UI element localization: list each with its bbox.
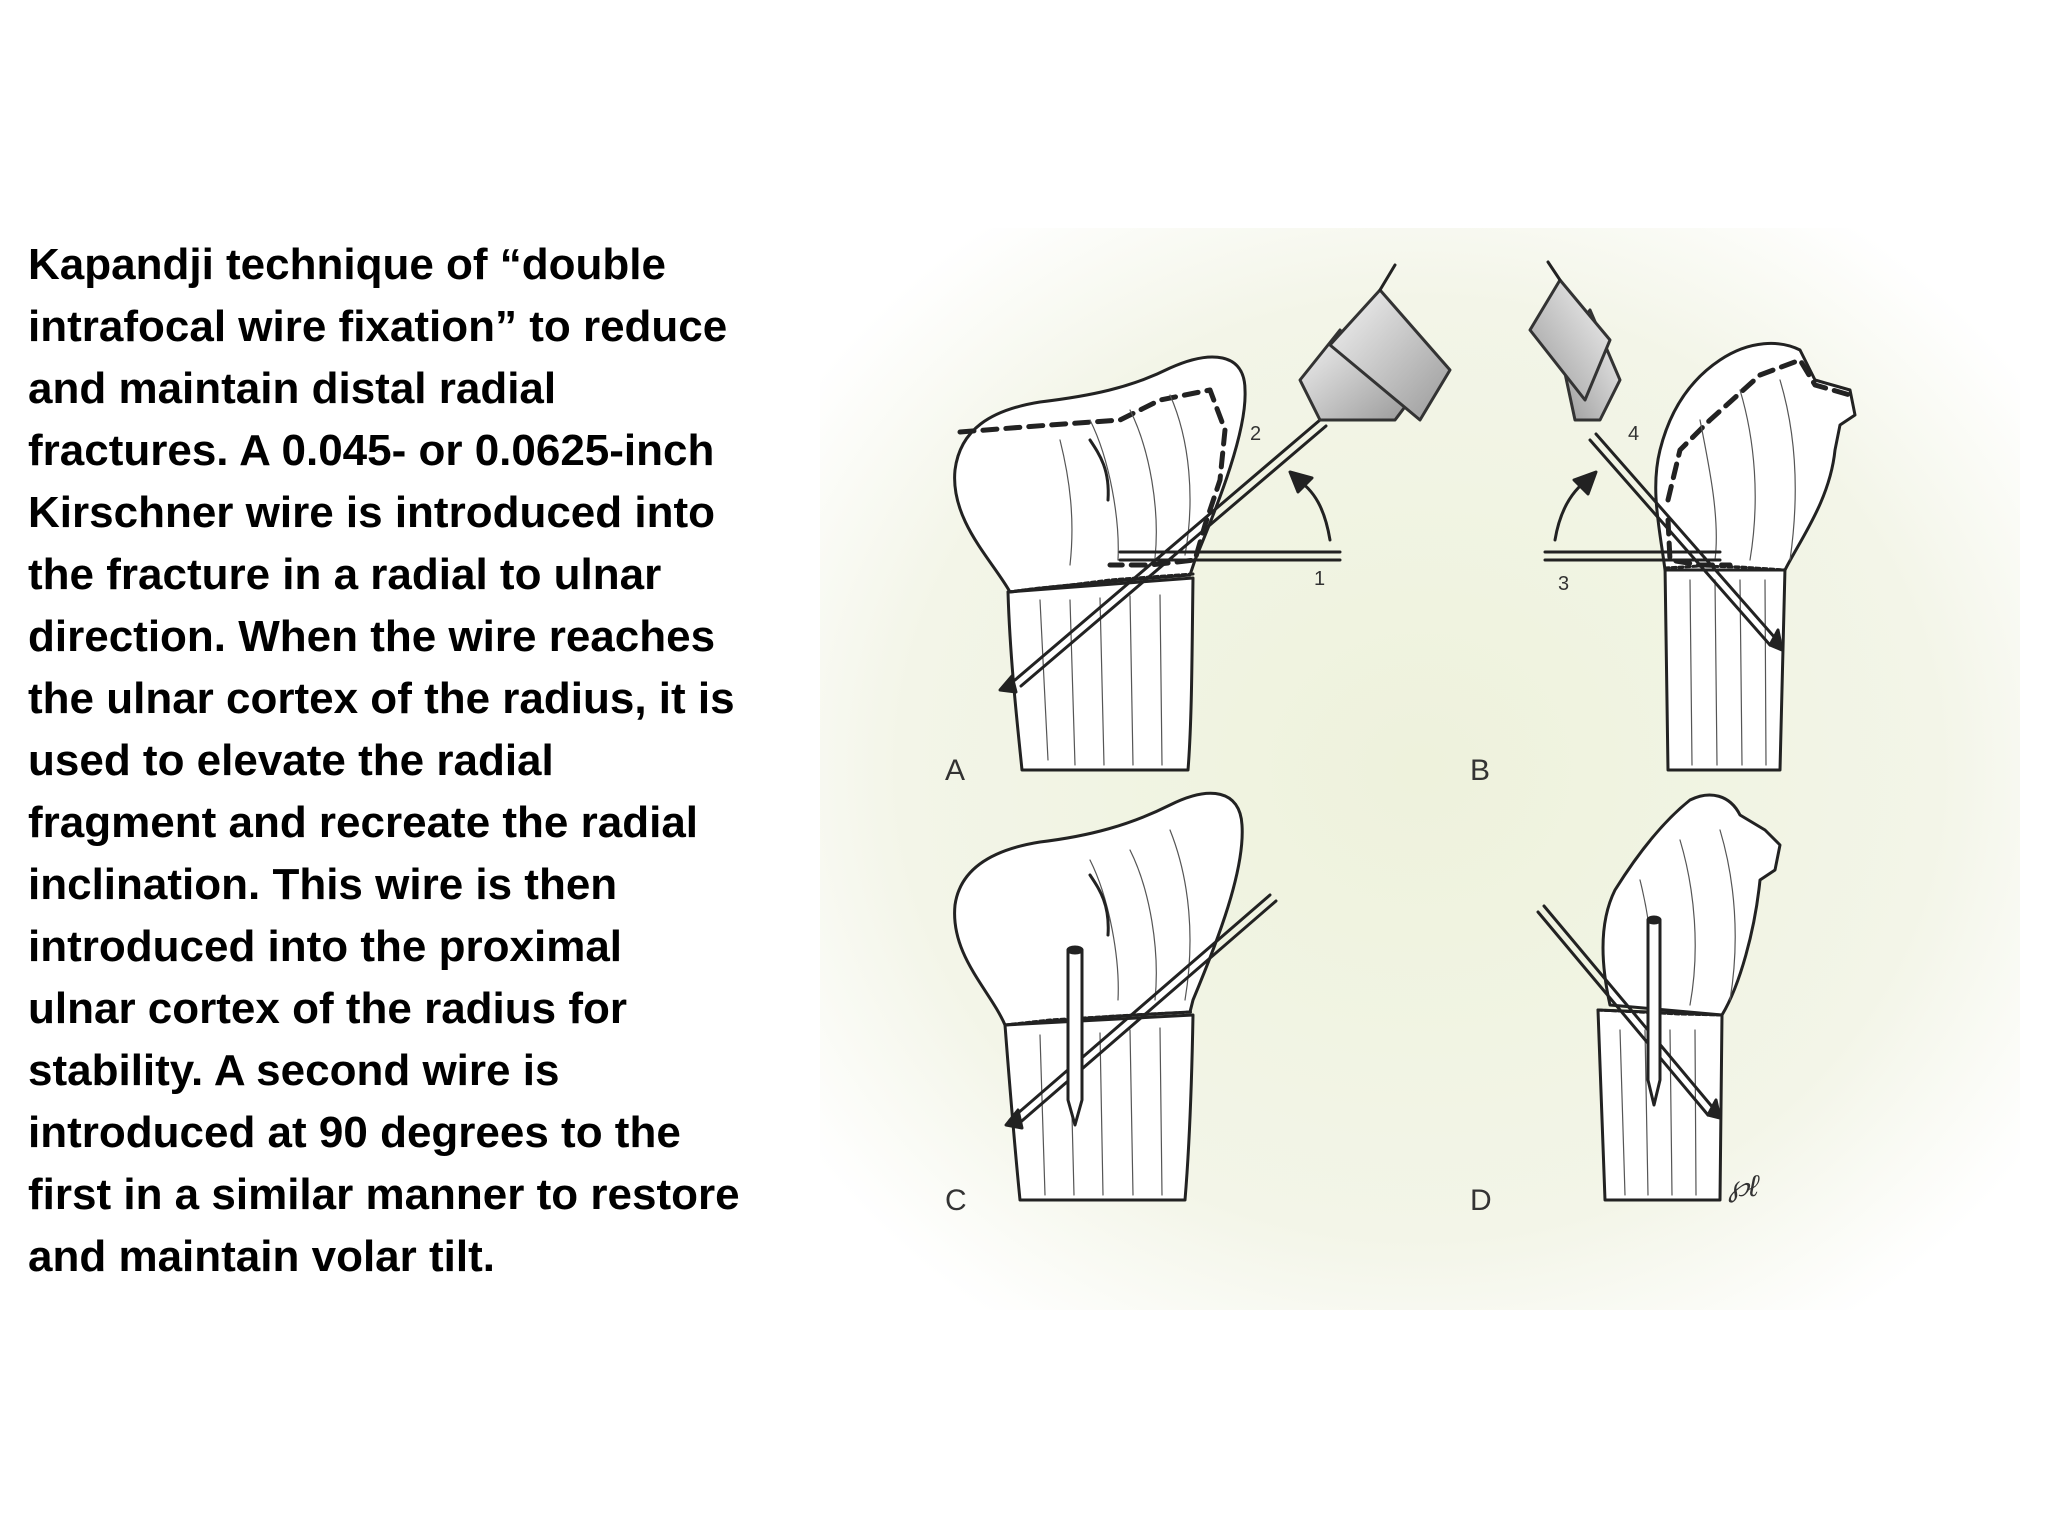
caption-line: inclination. This wire is then xyxy=(28,860,618,909)
wire-number-3: 3 xyxy=(1558,573,1570,595)
caption-line: introduced at 90 degrees to the xyxy=(28,1108,681,1157)
wire-number-4: 4 xyxy=(1628,423,1640,445)
caption-text xyxy=(28,234,773,1288)
artist-signature: ℘ℓ xyxy=(1728,1170,1759,1203)
caption-line: intrafocal wire fixation” to reduce xyxy=(28,302,728,351)
caption-line: the ulnar cortex of the radius, it is xyxy=(28,674,735,723)
caption-line: fragment and recreate the radial xyxy=(28,798,699,847)
kapandji-figure xyxy=(820,228,2020,1310)
panel-label-b: B xyxy=(1470,754,1491,787)
caption-line: Kirschner wire is introduced into xyxy=(28,488,716,537)
caption-line: and maintain distal radial xyxy=(28,364,557,413)
caption-line: and maintain volar tilt. xyxy=(28,1232,495,1281)
caption-line: the fracture in a radial to ulnar xyxy=(28,550,662,599)
wire-number-2: 2 xyxy=(1250,423,1262,445)
caption-line: stability. A second wire is xyxy=(28,1046,560,1095)
panel-label-c: C xyxy=(945,1184,967,1217)
panel-label-d: D xyxy=(1470,1184,1492,1217)
wire-number-1: 1 xyxy=(1314,568,1326,590)
caption-line: first in a similar manner to restore xyxy=(28,1170,740,1219)
caption-line: ulnar cortex of the radius for xyxy=(28,984,627,1033)
panel-c-wire-vertical-tip xyxy=(1068,947,1082,953)
panel-c-wire-vertical xyxy=(1068,950,1082,1125)
caption-line: Kapandji technique of “double xyxy=(28,240,666,289)
panel-d-wire-vertical xyxy=(1648,920,1660,1105)
caption-line: fractures. A 0.045- or 0.0625-inch xyxy=(28,426,715,475)
panel-d-wire-vertical-tip xyxy=(1648,917,1660,923)
caption-line: direction. When the wire reaches xyxy=(28,612,716,661)
caption-line: used to elevate the radial xyxy=(28,736,554,785)
figure-svg xyxy=(820,228,2020,1310)
caption-line: introduced into the proximal xyxy=(28,922,623,971)
panel-label-a: A xyxy=(945,754,966,787)
